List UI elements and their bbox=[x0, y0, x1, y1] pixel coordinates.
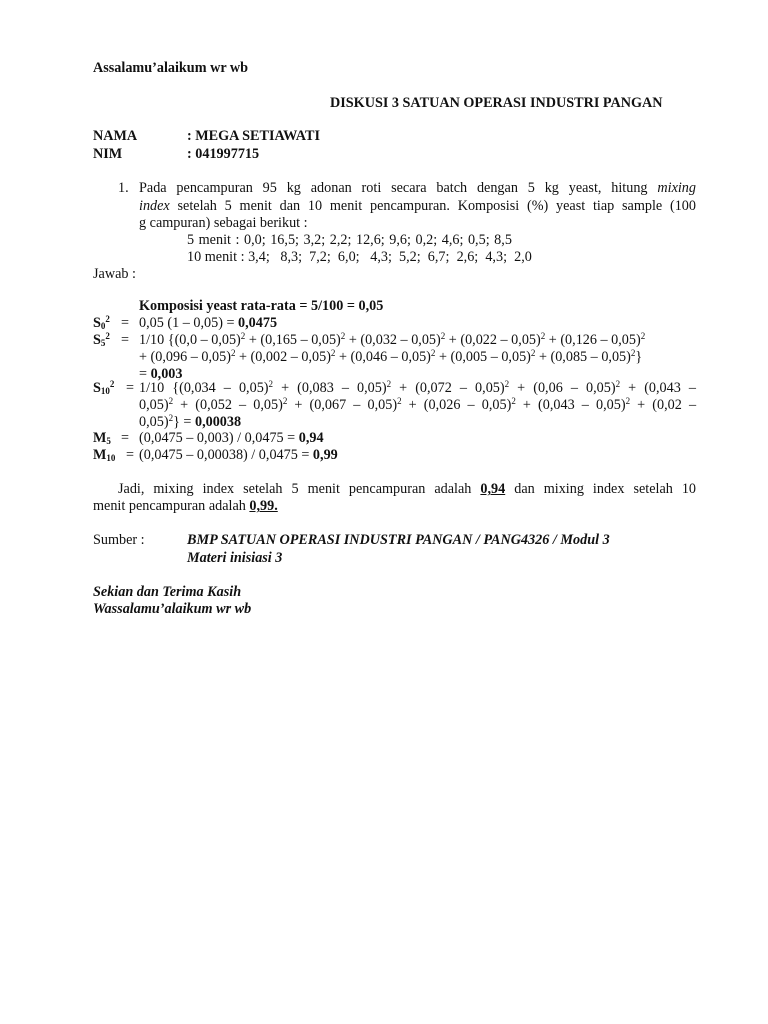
s0-equals: = bbox=[121, 315, 130, 331]
page-title: DISKUSI 3 SATUAN OPERASI INDUSTRI PANGAN bbox=[330, 95, 663, 111]
s0-expression: 0,05 (1 – 0,05) = 0,0475 bbox=[139, 315, 278, 331]
s0-symbol: $S_0^2$ bbox=[93, 314, 110, 331]
komposisi-line: Komposisi yeast rata-rata = 5/100 = 0,05 bbox=[139, 298, 384, 314]
nim-label: NIM bbox=[93, 146, 123, 162]
data-10-menit: 10 menit : 3,4; 8,3; 7,2; 6,0; 4,3; 5,2; 6,7; 2,6; 4,3; 2,0 bbox=[187, 249, 532, 265]
s5-line-1: 1/10 {(0,0 – 0,05)$^2$ + (0,165 – 0,05)$^2$ + (0,032 – 0,05)$^2$ + (0,022 – 0,05)$^2$ + (0,126 – 0,05)$^2$ bbox=[139, 331, 646, 348]
data-5-menit: 5 menit : 0,0; 16,5; 3,2; 2,2; 12,6; 9,6; 0,2; 4,6; 0,5; 8,5 bbox=[187, 232, 512, 248]
m10-equals: = bbox=[126, 447, 135, 463]
source-line-1: BMP SATUAN OPERASI INDUSTRI PANGAN / PANG4326 / Modul 3 bbox=[187, 532, 610, 548]
nama-label: NAMA bbox=[93, 128, 138, 144]
question-number: 1. bbox=[118, 180, 129, 196]
question-line-1: Pada pencampuran 95 kg adonan roti secara batch dengan 5 kg yeast, hitung mixing bbox=[139, 180, 696, 196]
s10-line-3: 0,05)$^2$} = 0,00038 bbox=[139, 413, 242, 430]
s10-equals: = bbox=[126, 380, 135, 396]
nama-value: : MEGA SETIAWATI bbox=[187, 128, 320, 144]
m5-expression: (0,0475 – 0,003) / 0,0475 = 0,94 bbox=[139, 430, 324, 446]
closing-line-1: Sekian dan Terima Kasih bbox=[93, 584, 242, 600]
s10-line-1: 1/10 {(0,034 – 0,05)$^2$ + (0,083 – 0,05)$^2$ + (0,072 – 0,05)$^2$ + (0,06 – 0,05)$^2$ + (0,043 – bbox=[139, 379, 696, 396]
question-line-3: g campuran) sebagai berikut : bbox=[139, 215, 308, 231]
greeting: Assalamu’alaikum wr wb bbox=[93, 60, 249, 76]
m10-symbol: $M_{10}$ bbox=[93, 447, 116, 463]
s5-equals: = bbox=[121, 332, 130, 348]
s5-line-2: + (0,096 – 0,05)$^2$ + (0,002 – 0,05)$^2$ + (0,046 – 0,05)$^2$ + (0,005 – 0,05)$^2$ + (0,085 – 0,05)$^2$} bbox=[139, 348, 643, 365]
answer-label: Jawab : bbox=[93, 266, 136, 282]
source-line-2: Materi inisiasi 3 bbox=[187, 550, 283, 566]
question-line-2: index setelah 5 menit dan 10 menit pencampuran. Komposisi (%) yeast tiap sample (100 bbox=[139, 198, 696, 214]
s10-line-2: 0,05)$^2$ + (0,052 – 0,05)$^2$ + (0,067 – 0,05)$^2$ + (0,026 – 0,05)$^2$ + (0,043 – 0,05)$^2$ + (0,02 – bbox=[139, 396, 697, 413]
m10-expression: (0,0475 – 0,00038) / 0,0475 = 0,99 bbox=[139, 447, 338, 463]
conclusion-line-1: Jadi, mixing index setelah 5 menit pencampuran adalah 0,94 dan mixing index setelah 10 bbox=[118, 481, 697, 497]
nim-value: : 041997715 bbox=[187, 146, 260, 162]
conclusion-line-2: menit pencampuran adalah 0,99. bbox=[93, 498, 278, 514]
s10-symbol: $S_{10}^2$ bbox=[93, 379, 115, 396]
m5-symbol: $M_5$ bbox=[93, 430, 111, 446]
source-label: Sumber : bbox=[93, 532, 145, 548]
m5-equals: = bbox=[121, 430, 130, 446]
closing-line-2: Wassalamu’alaikum wr wb bbox=[93, 601, 252, 617]
s5-symbol: $S_5^2$ bbox=[93, 331, 110, 348]
s5-line-3: = 0,003 bbox=[139, 366, 183, 382]
